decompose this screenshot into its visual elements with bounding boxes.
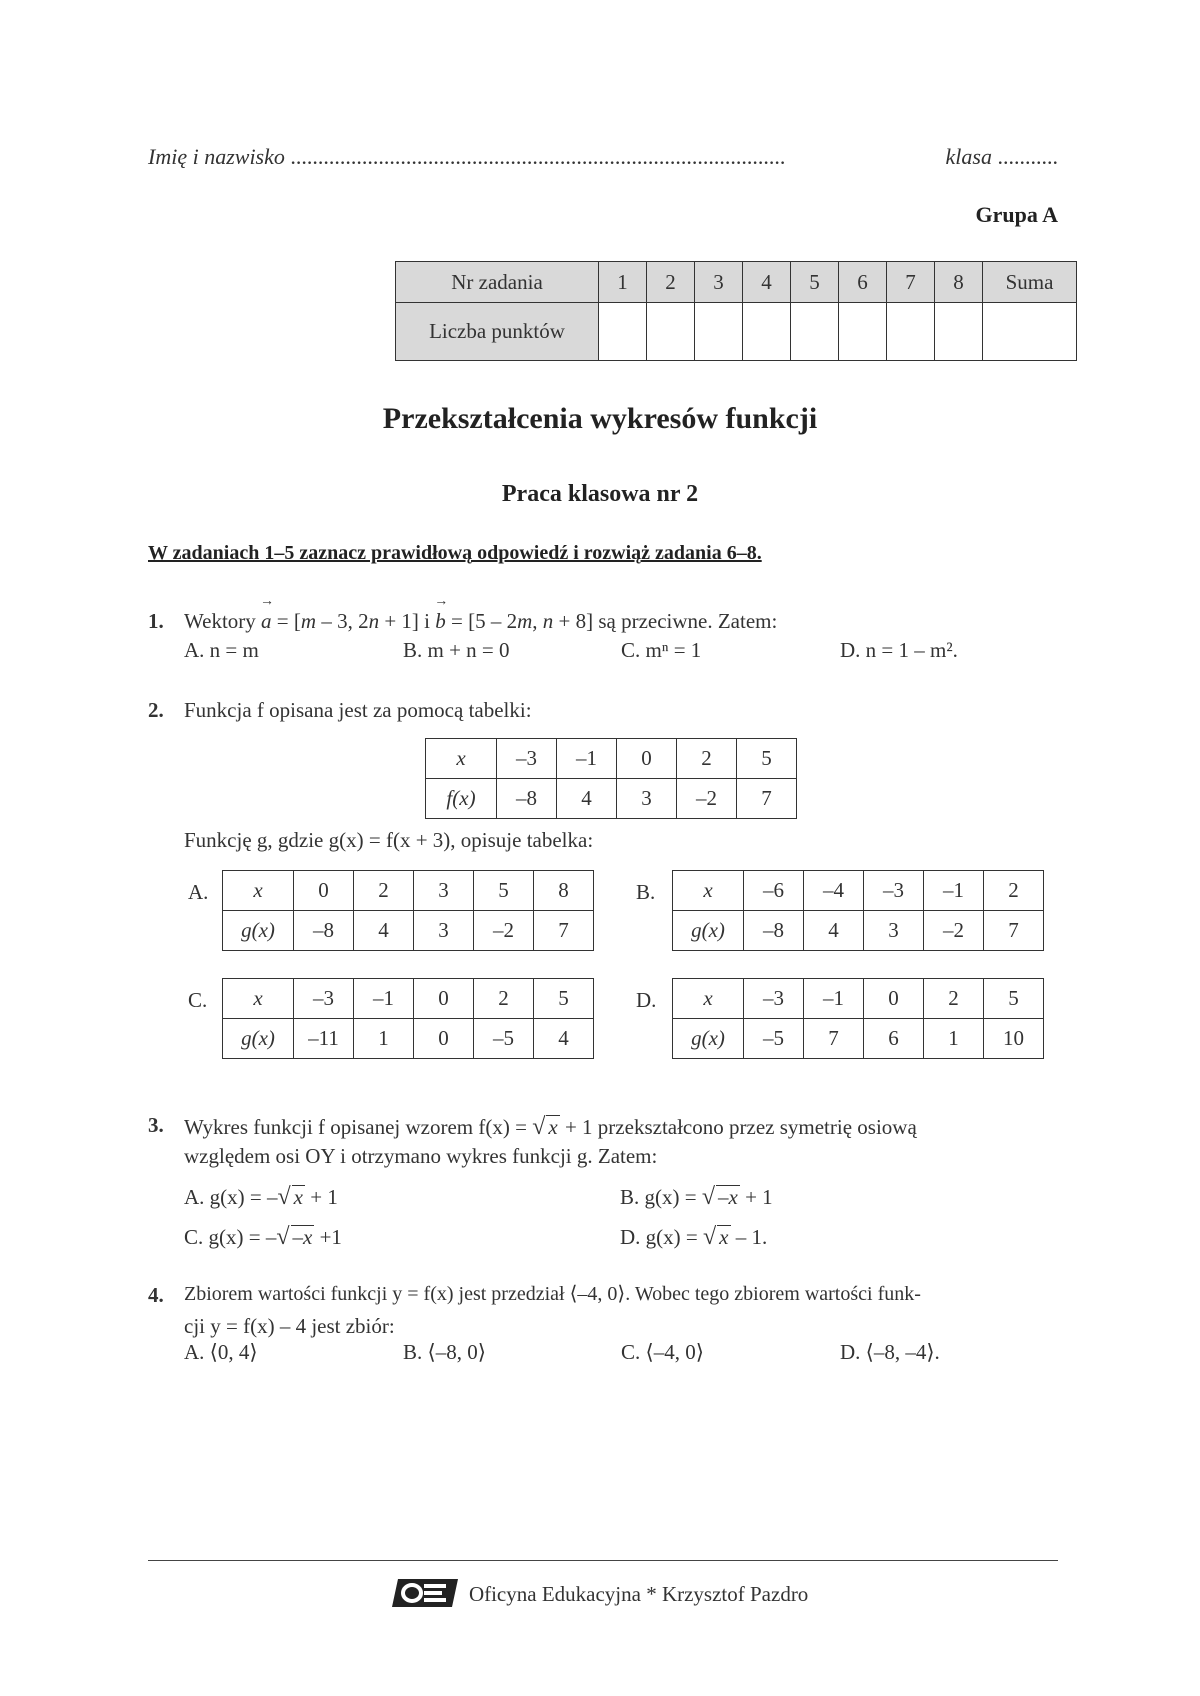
question-text: Zbiorem wartości funkcji y = f(x) jest przedział ⟨–4, 0⟩. Wobec tego zbiorem wartości funk- — [184, 1283, 921, 1305]
answer-table-c[interactable] — [222, 978, 594, 1059]
table-header: g(x) — [673, 911, 744, 951]
table-header: x — [673, 871, 744, 911]
score-row2-label: Liczba punktów — [396, 303, 599, 361]
question-text: Funkcję g, gdzie g(x) = f(x + 3), opisuje tabelka: — [184, 828, 594, 852]
name-dots[interactable]: .......................................................................................... — [290, 144, 786, 169]
answer-option[interactable]: D. g(x) = √ x – 1. — [620, 1224, 768, 1250]
answer-option[interactable]: B. m + n = 0 — [403, 638, 510, 662]
table-cell: –1 — [354, 979, 414, 1019]
table-cell: 3 — [414, 871, 474, 911]
answer-option[interactable]: A. n = m — [184, 638, 259, 662]
table-cell: 3 — [414, 911, 474, 951]
question-number: 1. — [148, 609, 164, 633]
table-cell: –4 — [804, 871, 864, 911]
name-class-line — [148, 144, 1058, 170]
page-subtitle: Praca klasowa nr 2 — [501, 481, 699, 507]
publisher-name: Oficyna Edukacyjna * Krzysztof Pazdro — [468, 1581, 809, 1606]
function-table-f — [425, 738, 797, 819]
answer-option-label[interactable]: D. — [636, 988, 657, 1012]
table-cell: –11 — [294, 1019, 354, 1059]
table-cell: –5 — [744, 1019, 804, 1059]
score-cell[interactable] — [743, 303, 791, 361]
table-cell: 3 — [617, 779, 677, 819]
table-header: x — [223, 979, 294, 1019]
table-cell: 0 — [414, 979, 474, 1019]
vector-b: → b — [435, 606, 446, 636]
class-label: klasa — [945, 144, 992, 169]
table-cell: 4 — [534, 1019, 594, 1059]
score-cell[interactable] — [887, 303, 935, 361]
table-cell: 7 — [534, 911, 594, 951]
table-cell: –6 — [744, 871, 804, 911]
table-cell: 2 — [924, 979, 984, 1019]
answer-option[interactable]: C. mⁿ = 1 — [621, 638, 702, 662]
answer-option-label[interactable]: A. — [188, 880, 209, 904]
score-task-number: 6 — [839, 262, 887, 303]
table-cell: –1 — [557, 739, 617, 779]
answer-option-label[interactable]: B. — [636, 880, 656, 904]
footer — [0, 1578, 1200, 1614]
table-cell: –3 — [497, 739, 557, 779]
table-cell: 5 — [474, 871, 534, 911]
score-table — [395, 261, 1077, 361]
instruction: W zadaniach 1–5 zaznacz prawidłową odpowiedź i rozwiąż zadania 6–8. — [148, 542, 762, 564]
table-cell: –3 — [864, 871, 924, 911]
score-task-number: 1 — [599, 262, 647, 303]
answer-table-d[interactable] — [672, 978, 1044, 1059]
table-cell: –5 — [474, 1019, 534, 1059]
table-cell: 0 — [414, 1019, 474, 1059]
answer-option-label[interactable]: C. — [188, 988, 208, 1012]
table-cell: 7 — [737, 779, 797, 819]
class-dots[interactable]: ........... — [997, 144, 1058, 169]
table-cell: 7 — [984, 911, 1044, 951]
table-cell: 7 — [804, 1019, 864, 1059]
question-text: Funkcja f opisana jest za pomocą tabelki: — [184, 698, 532, 722]
answer-option[interactable]: D. n = 1 – m². — [840, 638, 958, 662]
table-cell: 0 — [294, 871, 354, 911]
table-cell: 6 — [864, 1019, 924, 1059]
table-header: x — [223, 871, 294, 911]
score-task-number: 4 — [743, 262, 791, 303]
table-cell: –1 — [804, 979, 864, 1019]
table-header: g(x) — [673, 1019, 744, 1059]
table-cell: 0 — [617, 739, 677, 779]
table-cell: –8 — [294, 911, 354, 951]
table-cell: –8 — [497, 779, 557, 819]
score-task-number: 3 — [695, 262, 743, 303]
group-label: Grupa A — [975, 202, 1058, 227]
answer-table-b[interactable] — [672, 870, 1044, 951]
answer-option[interactable]: B. ⟨–8, 0⟩ — [403, 1340, 486, 1364]
vector-a: → a — [261, 606, 272, 636]
score-task-number: 8 — [935, 262, 983, 303]
answer-option[interactable]: B. g(x) = √ –x + 1 — [620, 1184, 773, 1210]
table-cell: 10 — [984, 1019, 1044, 1059]
score-cell[interactable] — [599, 303, 647, 361]
table-header: x — [426, 739, 497, 779]
table-cell: 4 — [354, 911, 414, 951]
table-header: x — [673, 979, 744, 1019]
table-cell: 2 — [677, 739, 737, 779]
table-cell: 1 — [354, 1019, 414, 1059]
table-cell: 3 — [864, 911, 924, 951]
score-cell[interactable] — [647, 303, 695, 361]
question-text: Wektory → a = [m – 3, 2n + 1] i → b = [5 – 2m, n + 8] są przeciwne. Zatem: — [184, 606, 777, 636]
table-cell: 2 — [354, 871, 414, 911]
table-cell: 5 — [984, 979, 1044, 1019]
score-task-number: 5 — [791, 262, 839, 303]
table-cell: –3 — [744, 979, 804, 1019]
table-cell: 0 — [864, 979, 924, 1019]
answer-option[interactable]: C. ⟨–4, 0⟩ — [621, 1340, 704, 1364]
table-cell: –8 — [744, 911, 804, 951]
table-cell: 2 — [984, 871, 1044, 911]
table-cell: 8 — [534, 871, 594, 911]
question-text-line2: cji y = f(x) – 4 jest zbiór: — [184, 1314, 395, 1338]
score-row1-label: Nr zadania — [396, 262, 599, 303]
table-cell: 4 — [804, 911, 864, 951]
table-cell: 5 — [534, 979, 594, 1019]
page-title: Przekształcenia wykresów funkcji — [382, 402, 818, 435]
table-cell: 1 — [924, 1019, 984, 1059]
answer-option[interactable]: C. g(x) = –√ –x +1 — [184, 1224, 342, 1250]
question-number: 3. — [148, 1113, 164, 1137]
table-cell: 2 — [474, 979, 534, 1019]
answer-table-a[interactable] — [222, 870, 594, 951]
answer-option[interactable]: A. g(x) = –√ x + 1 — [184, 1184, 338, 1210]
score-cell[interactable] — [695, 303, 743, 361]
score-sum-label: Suma — [983, 262, 1077, 303]
table-cell: –1 — [924, 871, 984, 911]
table-cell: –2 — [474, 911, 534, 951]
oe-logo-icon — [392, 1578, 458, 1614]
answer-option[interactable]: D. ⟨–8, –4⟩. — [840, 1340, 940, 1364]
table-header: g(x) — [223, 1019, 294, 1059]
table-cell: 5 — [737, 739, 797, 779]
score-task-number: 7 — [887, 262, 935, 303]
score-cell[interactable] — [935, 303, 983, 361]
score-cell[interactable] — [791, 303, 839, 361]
table-cell: 4 — [557, 779, 617, 819]
table-header: g(x) — [223, 911, 294, 951]
name-label: Imię i nazwisko — [148, 144, 285, 169]
question-number: 2. — [148, 698, 164, 722]
table-cell: –3 — [294, 979, 354, 1019]
question-number: 4. — [148, 1283, 164, 1307]
score-sum-cell[interactable] — [983, 303, 1077, 361]
score-task-number: 2 — [647, 262, 695, 303]
question-text-line2: względem osi OY i otrzymano wykres funkcji g. Zatem: — [184, 1144, 658, 1168]
table-cell: –2 — [924, 911, 984, 951]
score-cell[interactable] — [839, 303, 887, 361]
question-text: Wykres funkcji f opisanej wzorem f(x) = √ x + 1 przekształcono przez symetrię osiową — [184, 1114, 917, 1140]
answer-option[interactable]: A. ⟨0, 4⟩ — [184, 1340, 258, 1364]
table-header: f(x) — [426, 779, 497, 819]
table-cell: –2 — [677, 779, 737, 819]
footer-divider — [148, 1560, 1058, 1561]
